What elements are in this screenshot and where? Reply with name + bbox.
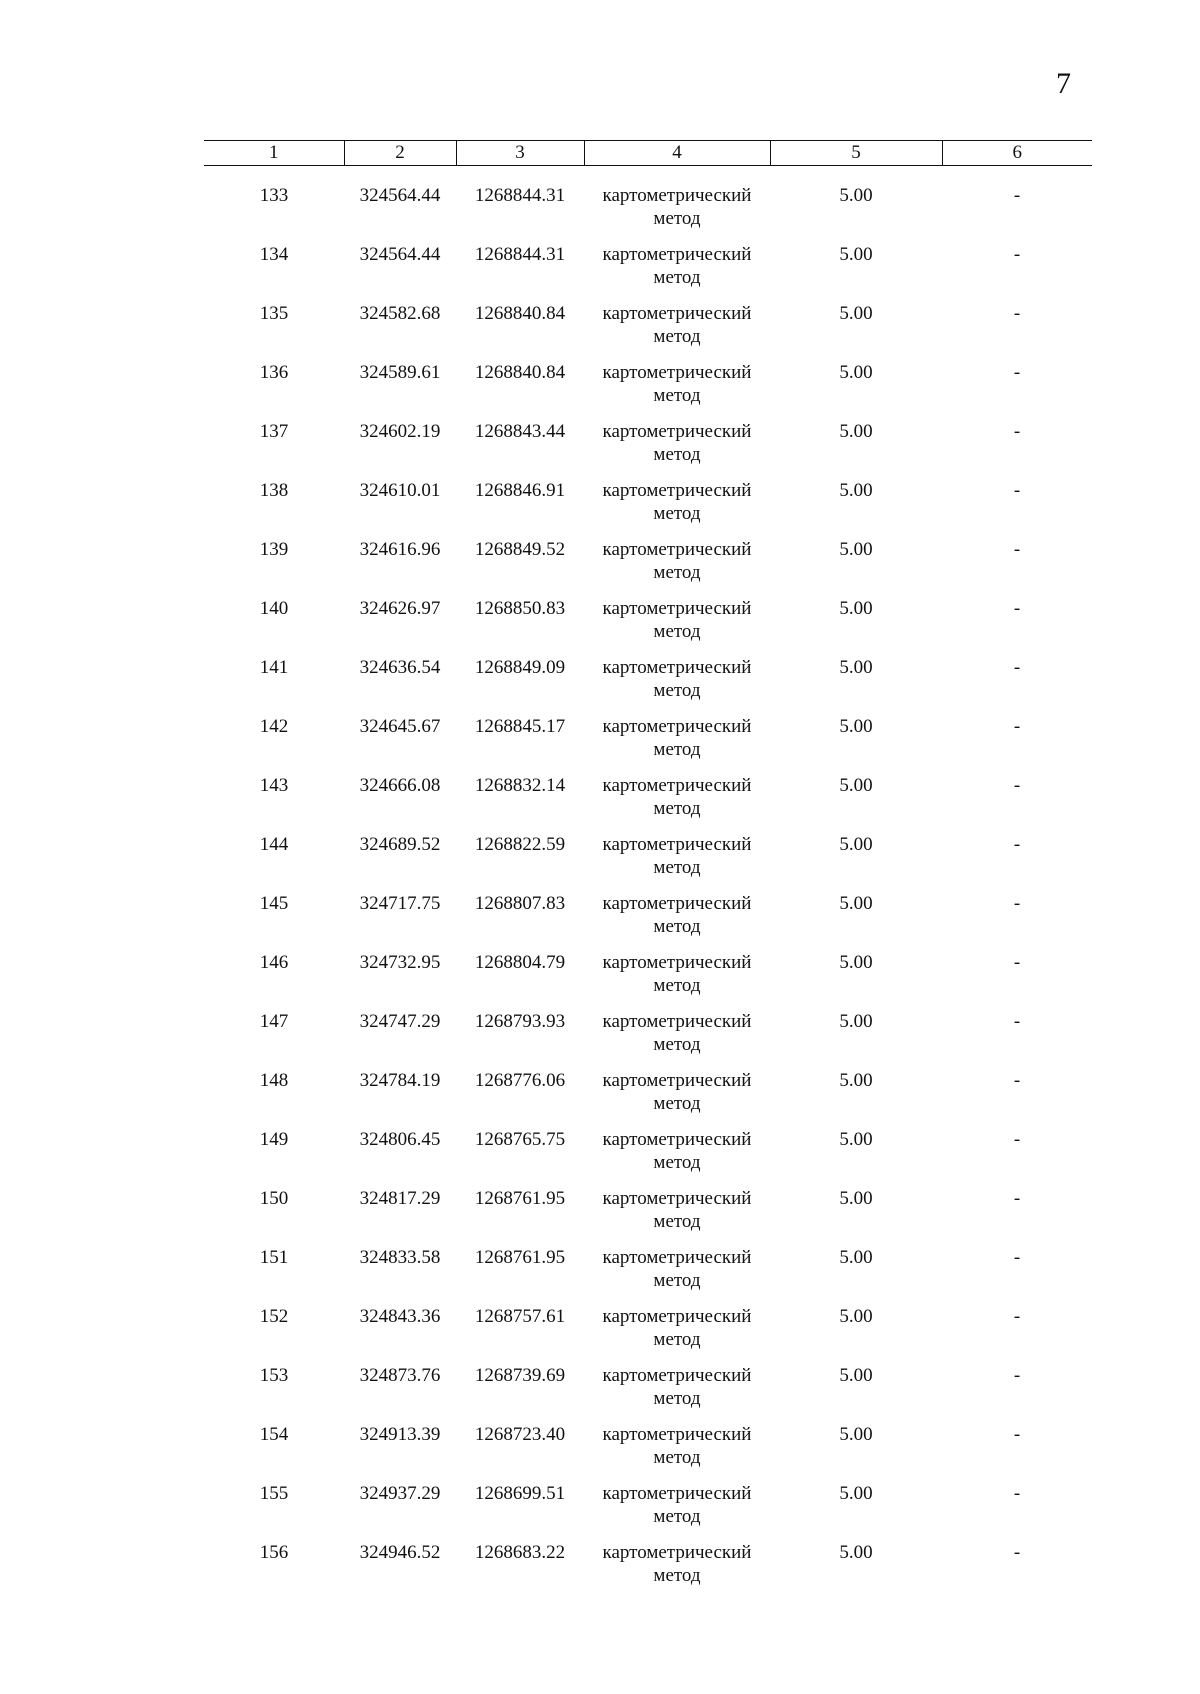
table-row <box>204 184 1092 243</box>
x-coordinate-cell: 324806.45 <box>359 1129 441 1150</box>
point-number-cell: 138 <box>259 480 289 501</box>
coordinates-table <box>204 140 1092 1600</box>
table-row <box>204 1482 1092 1541</box>
y-coordinate-cell: 1268832.14 <box>474 775 566 796</box>
header-col-4: 4 <box>584 141 770 166</box>
error-value-cell: 5.00 <box>839 303 873 324</box>
method-cell <box>584 715 770 774</box>
x-coordinate-cell: 324946.52 <box>359 1542 441 1563</box>
header-col-2: 2 <box>344 141 456 166</box>
point-number-cell: 133 <box>259 185 289 206</box>
method-cell <box>584 1541 770 1600</box>
header-col-6: 6 <box>942 141 1092 166</box>
x-coordinate-cell: 324666.08 <box>359 775 441 796</box>
error-value-cell: 5.00 <box>839 1129 873 1150</box>
method-line-2: метод <box>653 798 701 819</box>
x-coordinate-cell: 324582.68 <box>359 303 441 324</box>
table-row <box>204 951 1092 1010</box>
method-line-2: метод <box>653 739 701 760</box>
point-number-cell: 144 <box>259 834 289 855</box>
error-value-cell: 5.00 <box>839 834 873 855</box>
error-value-cell: 5.00 <box>839 1011 873 1032</box>
method-cell <box>584 833 770 892</box>
description-cell: - <box>1013 657 1021 678</box>
method-line-1: картометрический <box>602 480 752 501</box>
y-coordinate-cell: 1268844.31 <box>474 244 566 265</box>
method-cell <box>584 1482 770 1541</box>
point-number-cell: 147 <box>259 1011 289 1032</box>
method-line-1: картометрический <box>602 244 752 265</box>
description-cell: - <box>1013 1542 1021 1563</box>
method-cell <box>584 892 770 951</box>
x-coordinate-cell: 324589.61 <box>359 362 441 383</box>
method-line-1: картометрический <box>602 185 752 206</box>
header-spacer <box>204 166 1092 185</box>
point-number-cell: 146 <box>259 952 289 973</box>
error-value-cell: 5.00 <box>839 1306 873 1327</box>
y-coordinate-cell: 1268822.59 <box>474 834 566 855</box>
error-value-cell: 5.00 <box>839 244 873 265</box>
description-cell: - <box>1013 1070 1021 1091</box>
error-value-cell: 5.00 <box>839 657 873 678</box>
table-row <box>204 1128 1092 1187</box>
x-coordinate-cell: 324843.36 <box>359 1306 441 1327</box>
y-coordinate-cell: 1268849.09 <box>474 657 566 678</box>
error-value-cell: 5.00 <box>839 952 873 973</box>
error-value-cell: 5.00 <box>839 480 873 501</box>
table-row <box>204 1364 1092 1423</box>
method-line-2: метод <box>653 267 701 288</box>
method-line-2: метод <box>653 1329 701 1350</box>
x-coordinate-cell: 324616.96 <box>359 539 441 560</box>
error-value-cell: 5.00 <box>839 1365 873 1386</box>
description-cell: - <box>1013 1188 1021 1209</box>
point-number-cell: 150 <box>259 1188 289 1209</box>
point-number-cell: 139 <box>259 539 289 560</box>
y-coordinate-cell: 1268793.93 <box>474 1011 566 1032</box>
table-row <box>204 302 1092 361</box>
method-cell <box>584 1187 770 1246</box>
method-line-1: картометрический <box>602 303 752 324</box>
x-coordinate-cell: 324732.95 <box>359 952 441 973</box>
y-coordinate-cell: 1268804.79 <box>474 952 566 973</box>
method-line-2: метод <box>653 621 701 642</box>
method-cell <box>584 1305 770 1364</box>
method-line-2: метод <box>653 385 701 406</box>
description-cell: - <box>1013 1247 1021 1268</box>
error-value-cell: 5.00 <box>839 716 873 737</box>
method-cell <box>584 1010 770 1069</box>
x-coordinate-cell: 324747.29 <box>359 1011 441 1032</box>
x-coordinate-cell: 324913.39 <box>359 1424 441 1445</box>
x-coordinate-cell: 324610.01 <box>359 480 441 501</box>
method-line-2: метод <box>653 1270 701 1291</box>
error-value-cell: 5.00 <box>839 1542 873 1563</box>
header-col-5: 5 <box>770 141 942 166</box>
description-cell: - <box>1013 1365 1021 1386</box>
error-value-cell: 5.00 <box>839 1070 873 1091</box>
table-row <box>204 656 1092 715</box>
method-cell <box>584 1246 770 1305</box>
x-coordinate-cell: 324564.44 <box>359 185 441 206</box>
method-cell <box>584 479 770 538</box>
method-cell <box>584 1128 770 1187</box>
method-line-2: метод <box>653 975 701 996</box>
description-cell: - <box>1013 421 1021 442</box>
method-line-2: метод <box>653 444 701 465</box>
method-line-1: картометрический <box>602 1129 752 1150</box>
method-cell <box>584 1423 770 1482</box>
method-line-1: картометрический <box>602 1247 752 1268</box>
method-line-2: метод <box>653 1447 701 1468</box>
error-value-cell: 5.00 <box>839 1483 873 1504</box>
method-line-1: картометрический <box>602 1483 752 1504</box>
point-number-cell: 141 <box>259 657 289 678</box>
x-coordinate-cell: 324717.75 <box>359 893 441 914</box>
y-coordinate-cell: 1268761.95 <box>474 1247 566 1268</box>
method-line-1: картометрический <box>602 657 752 678</box>
point-number-cell: 156 <box>259 1542 289 1563</box>
y-coordinate-cell: 1268683.22 <box>474 1542 566 1563</box>
point-number-cell: 135 <box>259 303 289 324</box>
error-value-cell: 5.00 <box>839 775 873 796</box>
method-line-1: картометрический <box>602 539 752 560</box>
description-cell: - <box>1013 244 1021 265</box>
table-row <box>204 538 1092 597</box>
method-line-1: картометрический <box>602 834 752 855</box>
error-value-cell: 5.00 <box>839 598 873 619</box>
method-line-2: метод <box>653 503 701 524</box>
table-row <box>204 1010 1092 1069</box>
x-coordinate-cell: 324873.76 <box>359 1365 441 1386</box>
x-coordinate-cell: 324626.97 <box>359 598 441 619</box>
method-line-1: картометрический <box>602 952 752 973</box>
method-line-2: метод <box>653 1093 701 1114</box>
method-line-1: картометрический <box>602 1365 752 1386</box>
method-line-2: метод <box>653 1152 701 1173</box>
x-coordinate-cell: 324689.52 <box>359 834 441 855</box>
method-cell <box>584 184 770 243</box>
method-line-2: метод <box>653 916 701 937</box>
method-line-2: метод <box>653 1388 701 1409</box>
table-row <box>204 1187 1092 1246</box>
table-row <box>204 1246 1092 1305</box>
table-row <box>204 715 1092 774</box>
table-row <box>204 361 1092 420</box>
description-cell: - <box>1013 362 1021 383</box>
method-line-2: метод <box>653 1565 701 1586</box>
y-coordinate-cell: 1268807.83 <box>474 893 566 914</box>
method-line-1: картометрический <box>602 1542 752 1563</box>
table-row <box>204 420 1092 479</box>
y-coordinate-cell: 1268699.51 <box>474 1483 566 1504</box>
table-header-row <box>204 141 1092 166</box>
y-coordinate-cell: 1268850.83 <box>474 598 566 619</box>
description-cell: - <box>1013 303 1021 324</box>
x-coordinate-cell: 324645.67 <box>359 716 441 737</box>
y-coordinate-cell: 1268846.91 <box>474 480 566 501</box>
method-line-2: метод <box>653 208 701 229</box>
method-line-1: картометрический <box>602 716 752 737</box>
error-value-cell: 5.00 <box>839 893 873 914</box>
method-line-2: метод <box>653 1506 701 1527</box>
x-coordinate-cell: 324784.19 <box>359 1070 441 1091</box>
table-row <box>204 479 1092 538</box>
description-cell: - <box>1013 834 1021 855</box>
method-cell <box>584 597 770 656</box>
point-number-cell: 151 <box>259 1247 289 1268</box>
method-line-1: картометрический <box>602 1424 752 1445</box>
x-coordinate-cell: 324636.54 <box>359 657 441 678</box>
method-cell <box>584 302 770 361</box>
method-line-2: метод <box>653 562 701 583</box>
point-number-cell: 134 <box>259 244 289 265</box>
point-number-cell: 152 <box>259 1306 289 1327</box>
point-number-cell: 142 <box>259 716 289 737</box>
page-number: 7 <box>1056 67 1071 100</box>
method-cell <box>584 774 770 833</box>
point-number-cell: 145 <box>259 893 289 914</box>
method-line-1: картометрический <box>602 775 752 796</box>
method-line-1: картометрический <box>602 1188 752 1209</box>
method-line-2: метод <box>653 1211 701 1232</box>
error-value-cell: 5.00 <box>839 362 873 383</box>
description-cell: - <box>1013 775 1021 796</box>
method-line-1: картометрический <box>602 362 752 383</box>
method-cell <box>584 243 770 302</box>
y-coordinate-cell: 1268723.40 <box>474 1424 566 1445</box>
point-number-cell: 137 <box>259 421 289 442</box>
method-line-2: метод <box>653 1034 701 1055</box>
description-cell: - <box>1013 1129 1021 1150</box>
y-coordinate-cell: 1268844.31 <box>474 185 566 206</box>
point-number-cell: 153 <box>259 1365 289 1386</box>
y-coordinate-cell: 1268849.52 <box>474 539 566 560</box>
method-line-1: картометрический <box>602 1070 752 1091</box>
table-row <box>204 1541 1092 1600</box>
x-coordinate-cell: 324817.29 <box>359 1188 441 1209</box>
method-line-1: картометрический <box>602 598 752 619</box>
method-line-1: картометрический <box>602 421 752 442</box>
method-line-1: картометрический <box>602 1306 752 1327</box>
y-coordinate-cell: 1268840.84 <box>474 303 566 324</box>
description-cell: - <box>1013 539 1021 560</box>
x-coordinate-cell: 324564.44 <box>359 244 441 265</box>
point-number-cell: 140 <box>259 598 289 619</box>
table-row <box>204 1305 1092 1364</box>
description-cell: - <box>1013 1424 1021 1445</box>
x-coordinate-cell: 324937.29 <box>359 1483 441 1504</box>
table-row <box>204 1423 1092 1482</box>
point-number-cell: 143 <box>259 775 289 796</box>
description-cell: - <box>1013 893 1021 914</box>
error-value-cell: 5.00 <box>839 421 873 442</box>
description-cell: - <box>1013 480 1021 501</box>
table-row <box>204 597 1092 656</box>
method-cell <box>584 951 770 1010</box>
y-coordinate-cell: 1268757.61 <box>474 1306 566 1327</box>
table-row <box>204 243 1092 302</box>
description-cell: - <box>1013 1306 1021 1327</box>
point-number-cell: 148 <box>259 1070 289 1091</box>
method-line-2: метод <box>653 326 701 347</box>
error-value-cell: 5.00 <box>839 1188 873 1209</box>
point-number-cell: 155 <box>259 1483 289 1504</box>
point-number-cell: 154 <box>259 1424 289 1445</box>
description-cell: - <box>1013 716 1021 737</box>
coordinates-table-container <box>204 140 1092 1600</box>
method-cell <box>584 420 770 479</box>
error-value-cell: 5.00 <box>839 1424 873 1445</box>
description-cell: - <box>1013 1483 1021 1504</box>
description-cell: - <box>1013 1011 1021 1032</box>
y-coordinate-cell: 1268765.75 <box>474 1129 566 1150</box>
x-coordinate-cell: 324833.58 <box>359 1247 441 1268</box>
error-value-cell: 5.00 <box>839 185 873 206</box>
description-cell: - <box>1013 598 1021 619</box>
method-line-2: метод <box>653 857 701 878</box>
header-col-3: 3 <box>456 141 584 166</box>
table-row <box>204 774 1092 833</box>
method-line-1: картометрический <box>602 893 752 914</box>
method-cell <box>584 1069 770 1128</box>
method-line-2: метод <box>653 680 701 701</box>
x-coordinate-cell: 324602.19 <box>359 421 441 442</box>
method-cell <box>584 361 770 420</box>
method-line-1: картометрический <box>602 1011 752 1032</box>
point-number-cell: 136 <box>259 362 289 383</box>
y-coordinate-cell: 1268761.95 <box>474 1188 566 1209</box>
table-row <box>204 892 1092 951</box>
header-col-1: 1 <box>204 141 344 166</box>
y-coordinate-cell: 1268739.69 <box>474 1365 566 1386</box>
method-cell <box>584 1364 770 1423</box>
method-cell <box>584 538 770 597</box>
table-row <box>204 1069 1092 1128</box>
y-coordinate-cell: 1268843.44 <box>474 421 566 442</box>
y-coordinate-cell: 1268776.06 <box>474 1070 566 1091</box>
table-body <box>204 166 1092 1601</box>
error-value-cell: 5.00 <box>839 1247 873 1268</box>
point-number-cell: 149 <box>259 1129 289 1150</box>
y-coordinate-cell: 1268840.84 <box>474 362 566 383</box>
error-value-cell: 5.00 <box>839 539 873 560</box>
description-cell: - <box>1013 185 1021 206</box>
description-cell: - <box>1013 952 1021 973</box>
table-row <box>204 833 1092 892</box>
y-coordinate-cell: 1268845.17 <box>474 716 566 737</box>
method-cell <box>584 656 770 715</box>
